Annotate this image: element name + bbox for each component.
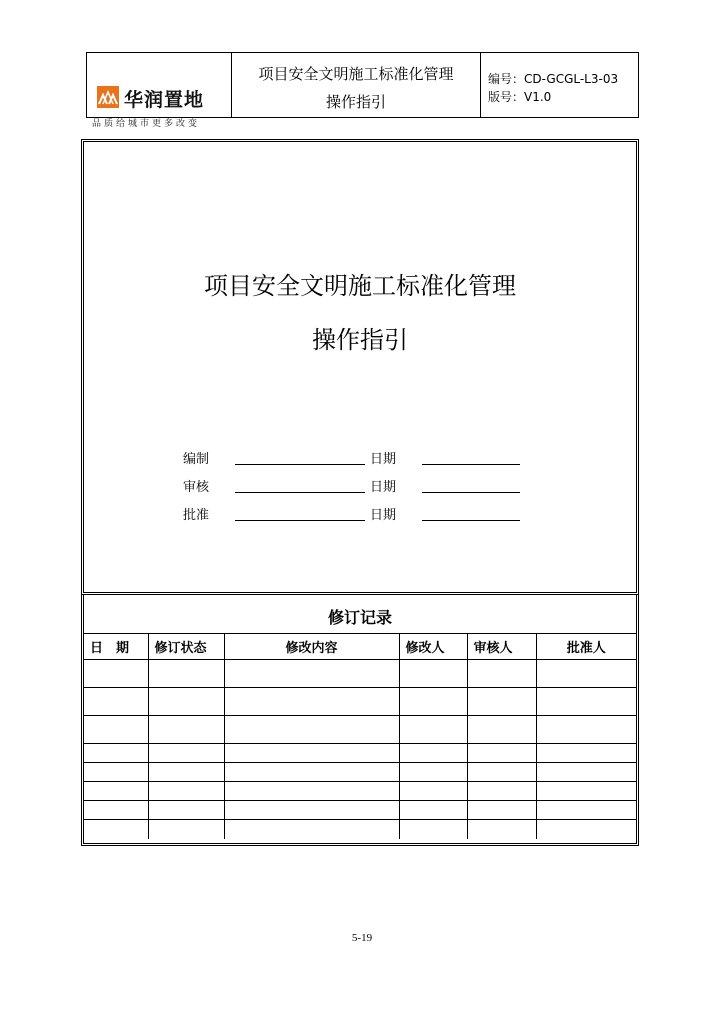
- signature-line[interactable]: [235, 520, 365, 521]
- date-label: 日期: [370, 508, 397, 523]
- table-row: [84, 782, 636, 801]
- signature-line[interactable]: [235, 464, 365, 465]
- date-line[interactable]: [422, 520, 520, 521]
- table-cell[interactable]: [536, 820, 636, 839]
- table-cell[interactable]: [148, 763, 224, 782]
- table-cell[interactable]: [84, 801, 148, 820]
- table-cell[interactable]: [399, 660, 467, 688]
- header-meta-cell: [481, 53, 638, 117]
- table-cell[interactable]: [467, 688, 536, 716]
- signature-row-approve: [84, 504, 636, 524]
- signature-label: 批准: [183, 508, 210, 523]
- header-title-line1: 项目安全文明施工标准化管理: [258, 65, 454, 83]
- table-cell[interactable]: [224, 688, 399, 716]
- table-cell[interactable]: [467, 820, 536, 839]
- table-row: [84, 763, 636, 782]
- signature-row-prepare: [84, 448, 636, 468]
- table-cell[interactable]: [224, 820, 399, 839]
- column-header-modifier: 修改人: [399, 634, 467, 660]
- table-cell[interactable]: [224, 801, 399, 820]
- table-cell[interactable]: [536, 782, 636, 801]
- table-cell[interactable]: [467, 782, 536, 801]
- table-cell[interactable]: [399, 801, 467, 820]
- table-cell[interactable]: [467, 716, 536, 744]
- table-cell[interactable]: [224, 782, 399, 801]
- table-cell[interactable]: [536, 801, 636, 820]
- signature-line[interactable]: [235, 492, 365, 493]
- table-cell[interactable]: [84, 660, 148, 688]
- document-code: 编号：CD-GCGL-L3-03: [488, 72, 619, 86]
- table-cell[interactable]: [224, 744, 399, 763]
- table-cell[interactable]: [467, 744, 536, 763]
- table-cell[interactable]: [148, 660, 224, 688]
- table-cell[interactable]: [84, 688, 148, 716]
- date-line[interactable]: [422, 464, 520, 465]
- table-cell[interactable]: [536, 688, 636, 716]
- table-cell[interactable]: [148, 801, 224, 820]
- table-cell[interactable]: [148, 716, 224, 744]
- table-cell[interactable]: [399, 820, 467, 839]
- table-cell[interactable]: [84, 716, 148, 744]
- table-cell[interactable]: [148, 782, 224, 801]
- table-cell[interactable]: [224, 660, 399, 688]
- header-title-cell: [232, 53, 481, 117]
- table-cell[interactable]: [536, 744, 636, 763]
- table-cell[interactable]: [148, 820, 224, 839]
- table-cell[interactable]: [536, 660, 636, 688]
- revision-table-body: [84, 660, 636, 839]
- date-line[interactable]: [422, 492, 520, 493]
- document-header: [86, 52, 639, 118]
- table-cell[interactable]: [399, 782, 467, 801]
- header-title-line2: 操作指引: [325, 93, 386, 111]
- table-cell[interactable]: [467, 660, 536, 688]
- table-cell[interactable]: [536, 763, 636, 782]
- table-row: [84, 744, 636, 763]
- company-logo-icon: [97, 86, 119, 108]
- table-row: [84, 660, 636, 688]
- table-cell[interactable]: [467, 763, 536, 782]
- signature-label: 编制: [183, 452, 210, 467]
- table-cell[interactable]: [148, 744, 224, 763]
- column-header-approver: 批准人: [536, 634, 636, 660]
- table-cell[interactable]: [84, 782, 148, 801]
- column-header-status: 修订状态: [148, 634, 224, 660]
- logo-cell: [87, 53, 232, 117]
- table-row: [84, 688, 636, 716]
- table-cell[interactable]: [399, 763, 467, 782]
- table-cell[interactable]: [399, 716, 467, 744]
- table-cell[interactable]: [224, 716, 399, 744]
- page-number: 5-19: [351, 932, 373, 944]
- revision-record-section: [81, 595, 639, 846]
- table-cell[interactable]: [536, 716, 636, 744]
- company-slogan: 品质给城市更多改变: [92, 119, 201, 129]
- signature-row-review: [84, 476, 636, 496]
- table-cell[interactable]: [84, 820, 148, 839]
- table-cell[interactable]: [148, 688, 224, 716]
- table-row: [84, 801, 636, 820]
- revision-header-row: [84, 634, 636, 660]
- column-header-reviewer: 审核人: [467, 634, 536, 660]
- company-name: 华润置地: [124, 89, 205, 111]
- document-version: 版号：V1.0: [488, 90, 552, 104]
- cover-title-line2: 操作指引: [312, 326, 408, 354]
- signature-label: 审核: [183, 480, 210, 495]
- table-cell[interactable]: [467, 801, 536, 820]
- table-cell[interactable]: [224, 763, 399, 782]
- table-row: [84, 716, 636, 744]
- table-cell[interactable]: [84, 744, 148, 763]
- column-header-date: 日 期: [84, 634, 148, 660]
- table-cell[interactable]: [84, 763, 148, 782]
- column-header-content: 修改内容: [224, 634, 399, 660]
- date-label: 日期: [370, 480, 397, 495]
- revision-title: 修订记录: [327, 608, 392, 627]
- cover-title-line1: 项目安全文明施工标准化管理: [204, 272, 516, 300]
- cover-frame: [81, 139, 639, 595]
- table-cell[interactable]: [399, 744, 467, 763]
- date-label: 日期: [370, 452, 397, 467]
- table-row: [84, 820, 636, 839]
- revision-table: [84, 633, 636, 839]
- table-cell[interactable]: [399, 688, 467, 716]
